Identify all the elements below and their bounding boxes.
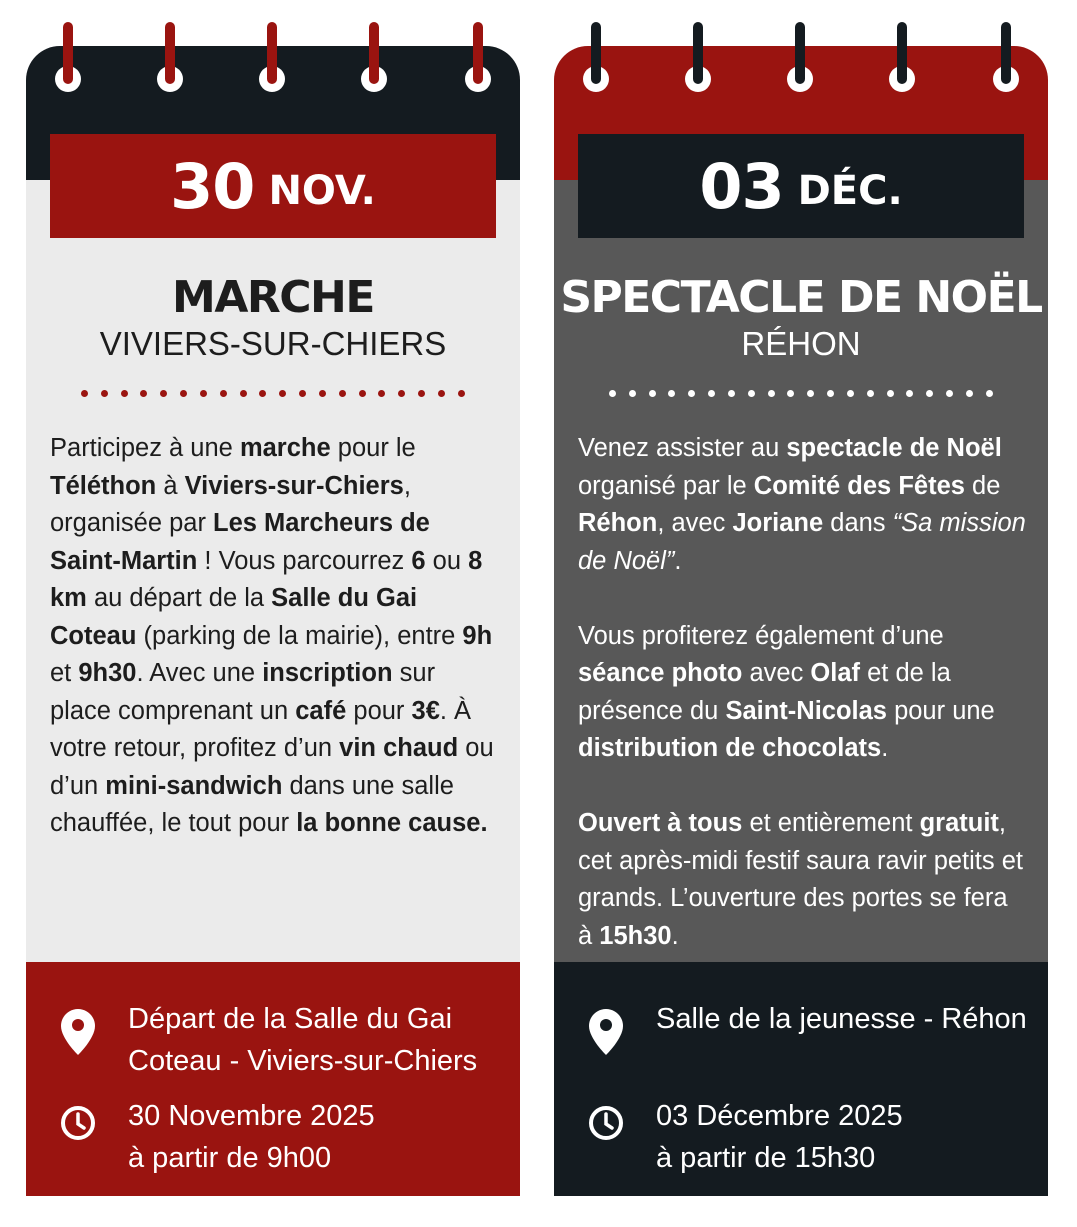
binder-wire — [369, 22, 379, 84]
event-title: SPECTACLE DE NOËL — [560, 272, 1042, 323]
date-day: 03 — [699, 149, 784, 223]
event-description: Participez à une marche pour le Téléthon à Viviers-sur-Chiers, organisée par Les Marcheurs de Saint-Martin ! Vous parcourrez 6 ou 8 km au départ de la Salle du Gai Coteau (parking de la mairie), entre 9h et 9h30. Avec une inscription sur place comprenant un café pour 3€. À votre retour, profitez d’un vin chaud ou d’un mini-sandwich dans une salle chauffée, le tout pour la bonne cause. — [50, 434, 494, 837]
date-month: NOV. — [268, 168, 376, 214]
event-card-spectacle — [554, 20, 1048, 1196]
clock-icon — [60, 1105, 96, 1153]
date-text — [656, 1095, 1036, 1179]
dotted-divider — [609, 390, 993, 400]
clock-icon — [588, 1105, 624, 1153]
date-banner — [50, 134, 496, 238]
place-text: Salle de la jeunesse - Réhon — [656, 1003, 1027, 1035]
date-banner — [578, 134, 1024, 238]
event-location-title: RÉHON — [741, 325, 861, 362]
location-pin-icon — [60, 1008, 96, 1056]
binder-wire — [795, 22, 805, 84]
binder-wire — [693, 22, 703, 84]
place-text: Départ de la Salle du Gai Coteau - Viviers-sur-Chiers — [128, 1003, 478, 1077]
date-line: 03 Décembre 2025 — [656, 1100, 903, 1132]
location-pin-icon — [588, 1008, 624, 1056]
event-card-marche — [26, 20, 520, 1196]
date-month: DÉC. — [797, 168, 903, 214]
date-line: 30 Novembre 2025 — [128, 1100, 375, 1132]
date-text — [128, 1095, 508, 1179]
binder-wire — [473, 22, 483, 84]
binder-wire — [591, 22, 601, 84]
binder-wire — [897, 22, 907, 84]
event-description: Venez assister au spectacle de Noël organisé par le Comité des Fêtes de Réhon, avec Joriane dans “Sa mission de Noël”. Vous profiterez également d’une séance photo avec Olaf et de la présence du Saint-Nicolas pour une distribution de chocolats. Ouvert à tous et entièrement gratuit, cet après-midi festif saura ravir petits et grands. L’ouverture des portes se fera à 15h30. — [578, 434, 1026, 950]
binder-wire — [1001, 22, 1011, 84]
time-line: à partir de 9h00 — [128, 1142, 332, 1174]
date-day: 30 — [170, 149, 255, 223]
dotted-divider — [81, 390, 465, 400]
binder-wire — [165, 22, 175, 84]
time-line: à partir de 15h30 — [656, 1142, 876, 1174]
binder-wire — [267, 22, 277, 84]
binder-wire — [63, 22, 73, 84]
event-title: MARCHE — [172, 272, 374, 323]
event-location-title: VIVIERS-SUR-CHIERS — [99, 325, 447, 362]
